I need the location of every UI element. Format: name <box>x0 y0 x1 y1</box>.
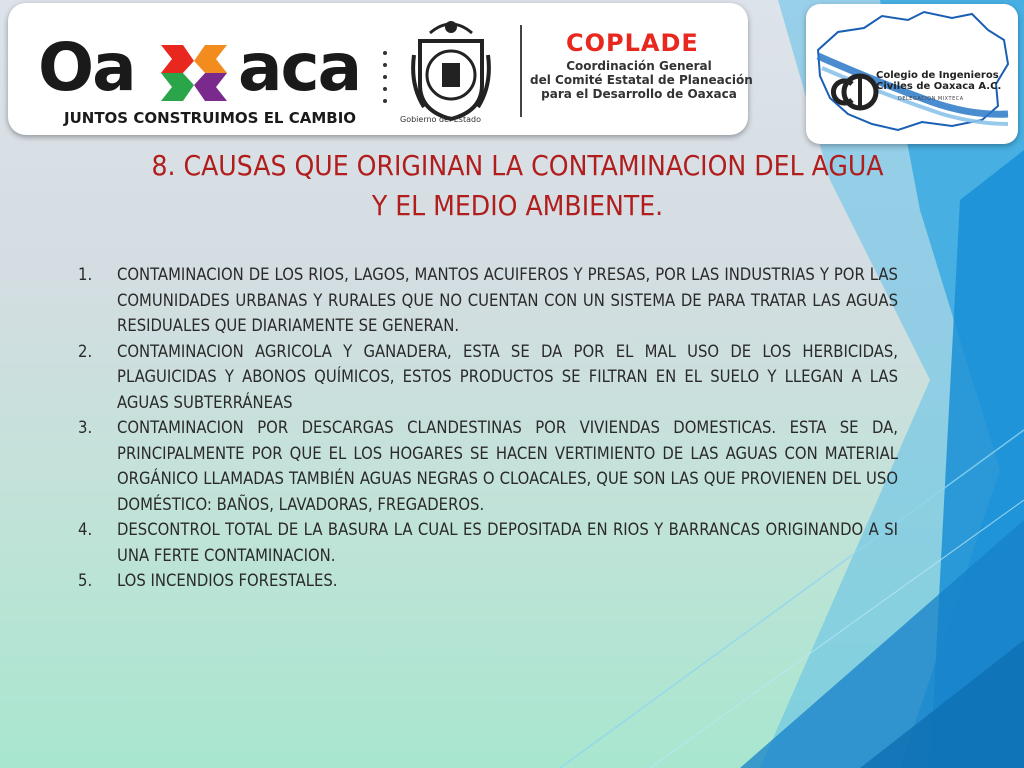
government-seal-icon <box>410 15 492 123</box>
list-item-number: 4. <box>78 520 93 539</box>
slide-title <box>40 146 995 226</box>
list-item-text: CONTAMINACION AGRICOLA Y GANADERA, ESTA SE DA POR EL MAL USO DE LOS HERBICIDAS, PLAGUICIDAS Y ABONOS QUÍMICOS, ESTOS PRODUCTOS SE FILTRAN EN EL SUELO Y LLEGAN A LAS AGUAS SUBTERRÁNEAS <box>117 341 898 412</box>
coplade-subtitle <box>530 59 753 101</box>
list-item-number: 2. <box>78 341 93 361</box>
oaxaca-logo <box>38 29 368 127</box>
list-item <box>78 568 898 594</box>
slide-title-line: Y EL MEDIO AMBIENTE. <box>371 189 664 222</box>
causes-list <box>78 262 898 594</box>
government-seal-caption: Gobierno del Estado <box>400 115 481 124</box>
oaxaca-logo-word-left: Oa <box>38 29 135 106</box>
list-item-text: DESCONTROL TOTAL DE LA BASURA LA CUAL ES DEPOSITADA EN RIOS Y BARRANCAS ORIGINANDO A SI UNA FERTE CONTAMINACION. <box>117 520 898 565</box>
dotted-divider <box>382 49 388 109</box>
list-item-text: CONTAMINACION DE LOS RIOS, LAGOS, MANTOS ACUIFEROS Y PRESAS, POR LAS INDUSTRIAS Y POR LAS COMUNIDADES URBANAS Y RURALES QUE NO CUENTAN CON UN SISTEMA DE PARA TRATAR LAS AGUAS RESIDUALES QUE DIARIAMENTE SE GENERAN. <box>117 265 898 335</box>
engineers-college-delegation: DELEGACION MIXTECA <box>898 96 964 102</box>
list-item-number: 1. <box>78 265 93 284</box>
list-item-number: 5. <box>78 571 93 590</box>
list-item <box>78 262 898 339</box>
list-item-text: LOS INCENDIOS FORESTALES. <box>117 571 338 590</box>
list-item <box>78 517 898 568</box>
list-item-text: CONTAMINACION POR DESCARGAS CLANDESTINAS POR VIVIENDAS DOMESTICAS. ESTA SE DA, PRINCIPALMENTE POR QUE EL LOS HOGARES SE HACEN VERTIMIENTO DE LAS AGUAS CON MATERIAL ORGÁNICO LLAMADAS TAMBIÉN AGUAS NEGRAS O CLOACALES, QUE SON LAS QUE PROVIENEN DEL USO DOMÉSTICO: BAÑOS, LAVADORAS, FREGADEROS. <box>117 418 898 514</box>
slide-title-line: 8. CAUSAS QUE ORIGINAN LA CONTAMINACION DEL AGUA <box>151 149 884 182</box>
engineers-college-logo <box>806 4 1018 144</box>
list-item <box>78 415 898 517</box>
coplade-subtitle-line: para el Desarrollo de Oaxaca <box>541 87 737 101</box>
oaxaca-logo-word-right: aca <box>238 29 361 106</box>
oaxaca-tagline: JUNTOS CONSTRUIMOS EL CAMBIO <box>64 109 357 127</box>
engineers-college-name <box>876 70 1001 92</box>
engineers-college-name-line: Civiles de Oaxaca A.C. <box>876 81 1002 92</box>
header-banner <box>8 3 753 135</box>
coplade-subtitle-line: del Comité Estatal de Planeación <box>530 73 753 87</box>
header-divider <box>520 25 522 117</box>
coplade-title: COPLADE <box>566 29 699 57</box>
coplade-subtitle-line: Coordinación General <box>566 59 712 73</box>
list-item-number: 3. <box>78 418 93 437</box>
oaxaca-x-mark-icon <box>153 37 235 109</box>
list-item <box>78 339 898 416</box>
engineers-college-name-line: Colegio de Ingenieros <box>876 70 999 81</box>
